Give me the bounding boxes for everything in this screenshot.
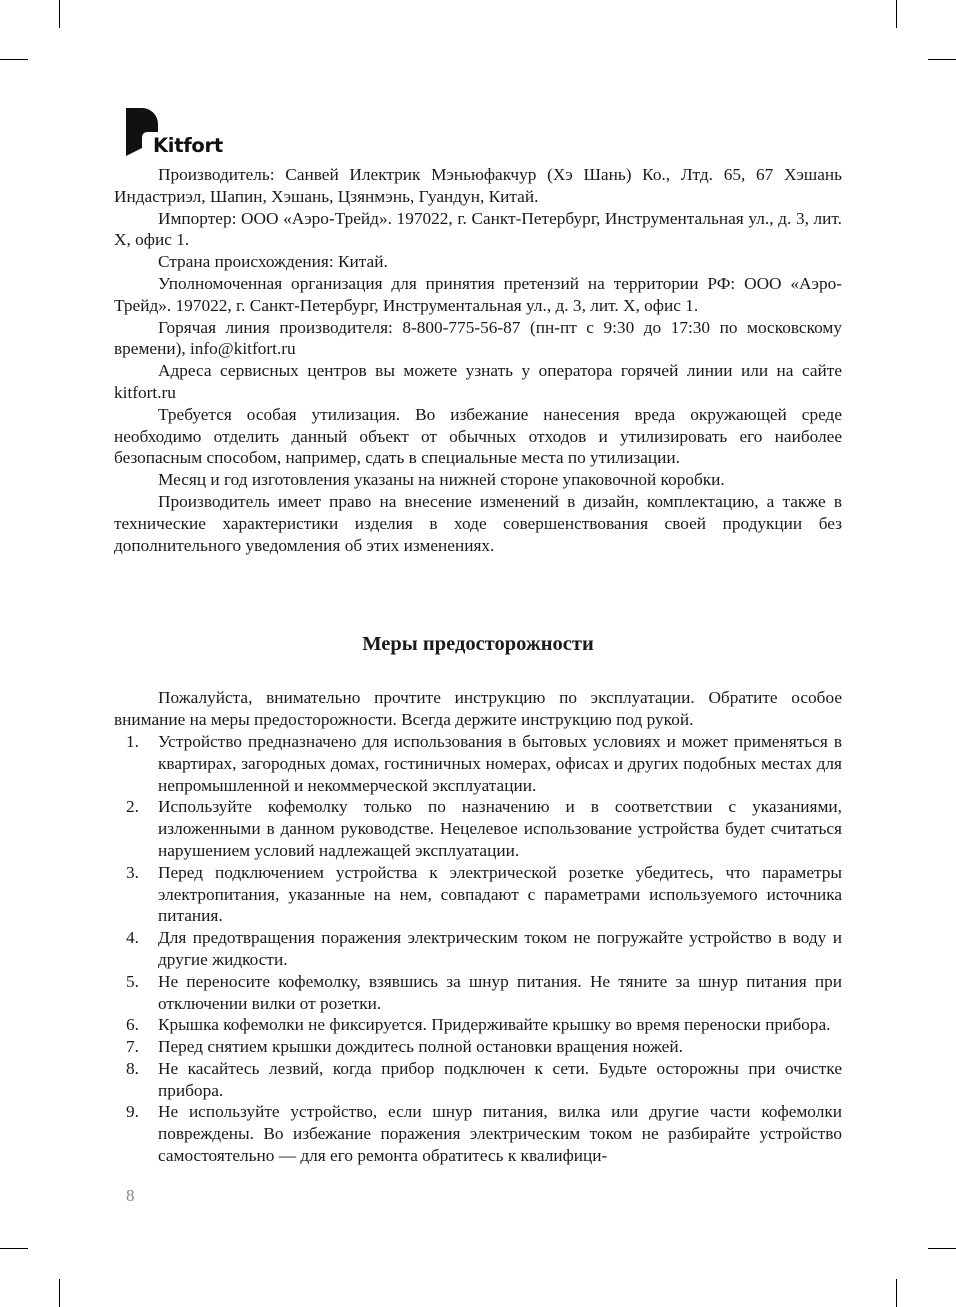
item-text: Крышка кофемолки не фиксируется. Придерживайте крышку во время переноски прибора.	[158, 1015, 831, 1035]
item-number: 6.	[126, 1015, 139, 1035]
crop-mark	[896, 1279, 897, 1307]
list-item	[114, 1101, 842, 1166]
list-item	[114, 971, 842, 1015]
list-item	[114, 796, 842, 861]
precautions-list	[114, 731, 842, 1167]
page-number: 8	[126, 1186, 135, 1205]
item-number: 8.	[126, 1058, 139, 1078]
crop-mark	[928, 59, 956, 60]
item-number: 4.	[126, 928, 139, 948]
intro-block	[114, 164, 842, 556]
item-text: Не используйте устройство, если шнур питания, вилка или другие части кофемолки повреждены. Во избежание поражения электрическим током не разбирайте устройство самостоятельно — для его ремонта обратитесь к квалифици-	[158, 1102, 842, 1166]
item-text: Не переносите кофемолку, взявшись за шнур питания. Не тяните за шнур питания при отключении вилки от розетки.	[158, 971, 842, 1013]
paragraph: Производитель: Санвей Илектрик Мэньюфакчур (Хэ Шань) Ко., Лтд. 65, 67 Хэшань Индастриэл, Шапин, Хэшань, Цзянмэнь, Гуандун, Китай.	[114, 165, 842, 206]
crop-mark	[0, 1248, 28, 1249]
item-number: 9.	[126, 1102, 139, 1122]
item-text: Используйте кофемолку только по назначению и в соответствии с указаниями, изложенными в данном руководстве. Нецелевое использование устройства будет считаться нарушением условий надлежащей эксплуатации.	[158, 797, 842, 860]
item-number: 2.	[126, 797, 139, 817]
section-title: Меры предосторожности	[362, 633, 594, 656]
list-item	[114, 927, 842, 971]
item-text: Перед подключением устройства к электрической розетке убедитесь, что параметры электропитания, указанные на нем, совпадают с параметрами используемого источника питания.	[158, 862, 842, 926]
item-number: 5.	[126, 971, 139, 991]
paragraph: Производитель имеет право на внесение изменений в дизайн, комплектацию, а также в технические характеристики изделия в ходе совершенствования своей продукции без дополнительного уведомления об этих изменениях.	[114, 491, 842, 555]
paragraph: Горячая линия производителя: 8-800-775-56-87 (пн-пт с 9:30 до 17:30 по московскому времени), info@kitfort.ru	[114, 317, 842, 359]
crop-mark	[59, 1279, 60, 1307]
crop-mark	[896, 0, 897, 28]
paragraph: Страна происхождения: Китай.	[158, 252, 388, 272]
paragraph: Уполномоченная организация для принятия претензий на территории РФ: ООО «Аэро-Трейд». 197022, г. Санкт-Петербург, Инструментальная ул., д. 3, лит. Х, офис 1.	[114, 273, 842, 315]
item-text: Устройство предназначено для использования в бытовых условиях и может применяться в квартирах, загородных домах, гостиничных номерах, офисах и других подобных местах для непромышленной и некоммерческой эксплуатации.	[158, 731, 842, 795]
crop-mark	[0, 59, 28, 60]
list-item	[114, 1014, 842, 1036]
list-item	[114, 1058, 842, 1102]
list-item	[114, 1036, 842, 1058]
list-item	[114, 862, 842, 927]
list-item	[114, 731, 842, 796]
crop-mark	[928, 1248, 956, 1249]
paragraph: Месяц и год изготовления указаны на нижней стороне упаковочной коробки.	[158, 470, 725, 490]
crop-mark	[59, 0, 60, 28]
item-text: Не касайтесь лезвий, когда прибор подключен к сети. Будьте осторожны при очистке прибора.	[158, 1058, 842, 1100]
item-number: 7.	[126, 1037, 139, 1057]
item-number: 3.	[126, 862, 139, 882]
item-text: Перед снятием крышки дождитесь полной остановки вращения ножей.	[158, 1037, 683, 1057]
item-text: Для предотвращения поражения электрическим током не погружайте устройство в воду и другие жидкости.	[158, 928, 842, 969]
item-number: 1.	[126, 731, 139, 751]
section-intro: Пожалуйста, внимательно прочтите инструкцию по эксплуатации. Обратите особое внимание на меры предосторожности. Всегда держите инструкцию под рукой.	[114, 688, 842, 730]
page-content	[114, 164, 842, 1167]
paragraph: Требуется особая утилизация. Во избежание нанесения вреда окружающей среде необходимо отделить данный объект от обычных отходов и утилизировать его наиболее безопасным способом, например, сдать в специальные места по утилизации.	[114, 404, 842, 468]
brand-name: Kitfort	[153, 134, 223, 157]
paragraph: Адреса сервисных центров вы можете узнать у оператора горячей линии или на сайте kitfort.ru	[114, 361, 842, 402]
paragraph: Импортер: ООО «Аэро-Трейд». 197022, г. Санкт-Петербург, Инструментальная ул., д. 3, лит. Х, офис 1.	[114, 208, 842, 250]
